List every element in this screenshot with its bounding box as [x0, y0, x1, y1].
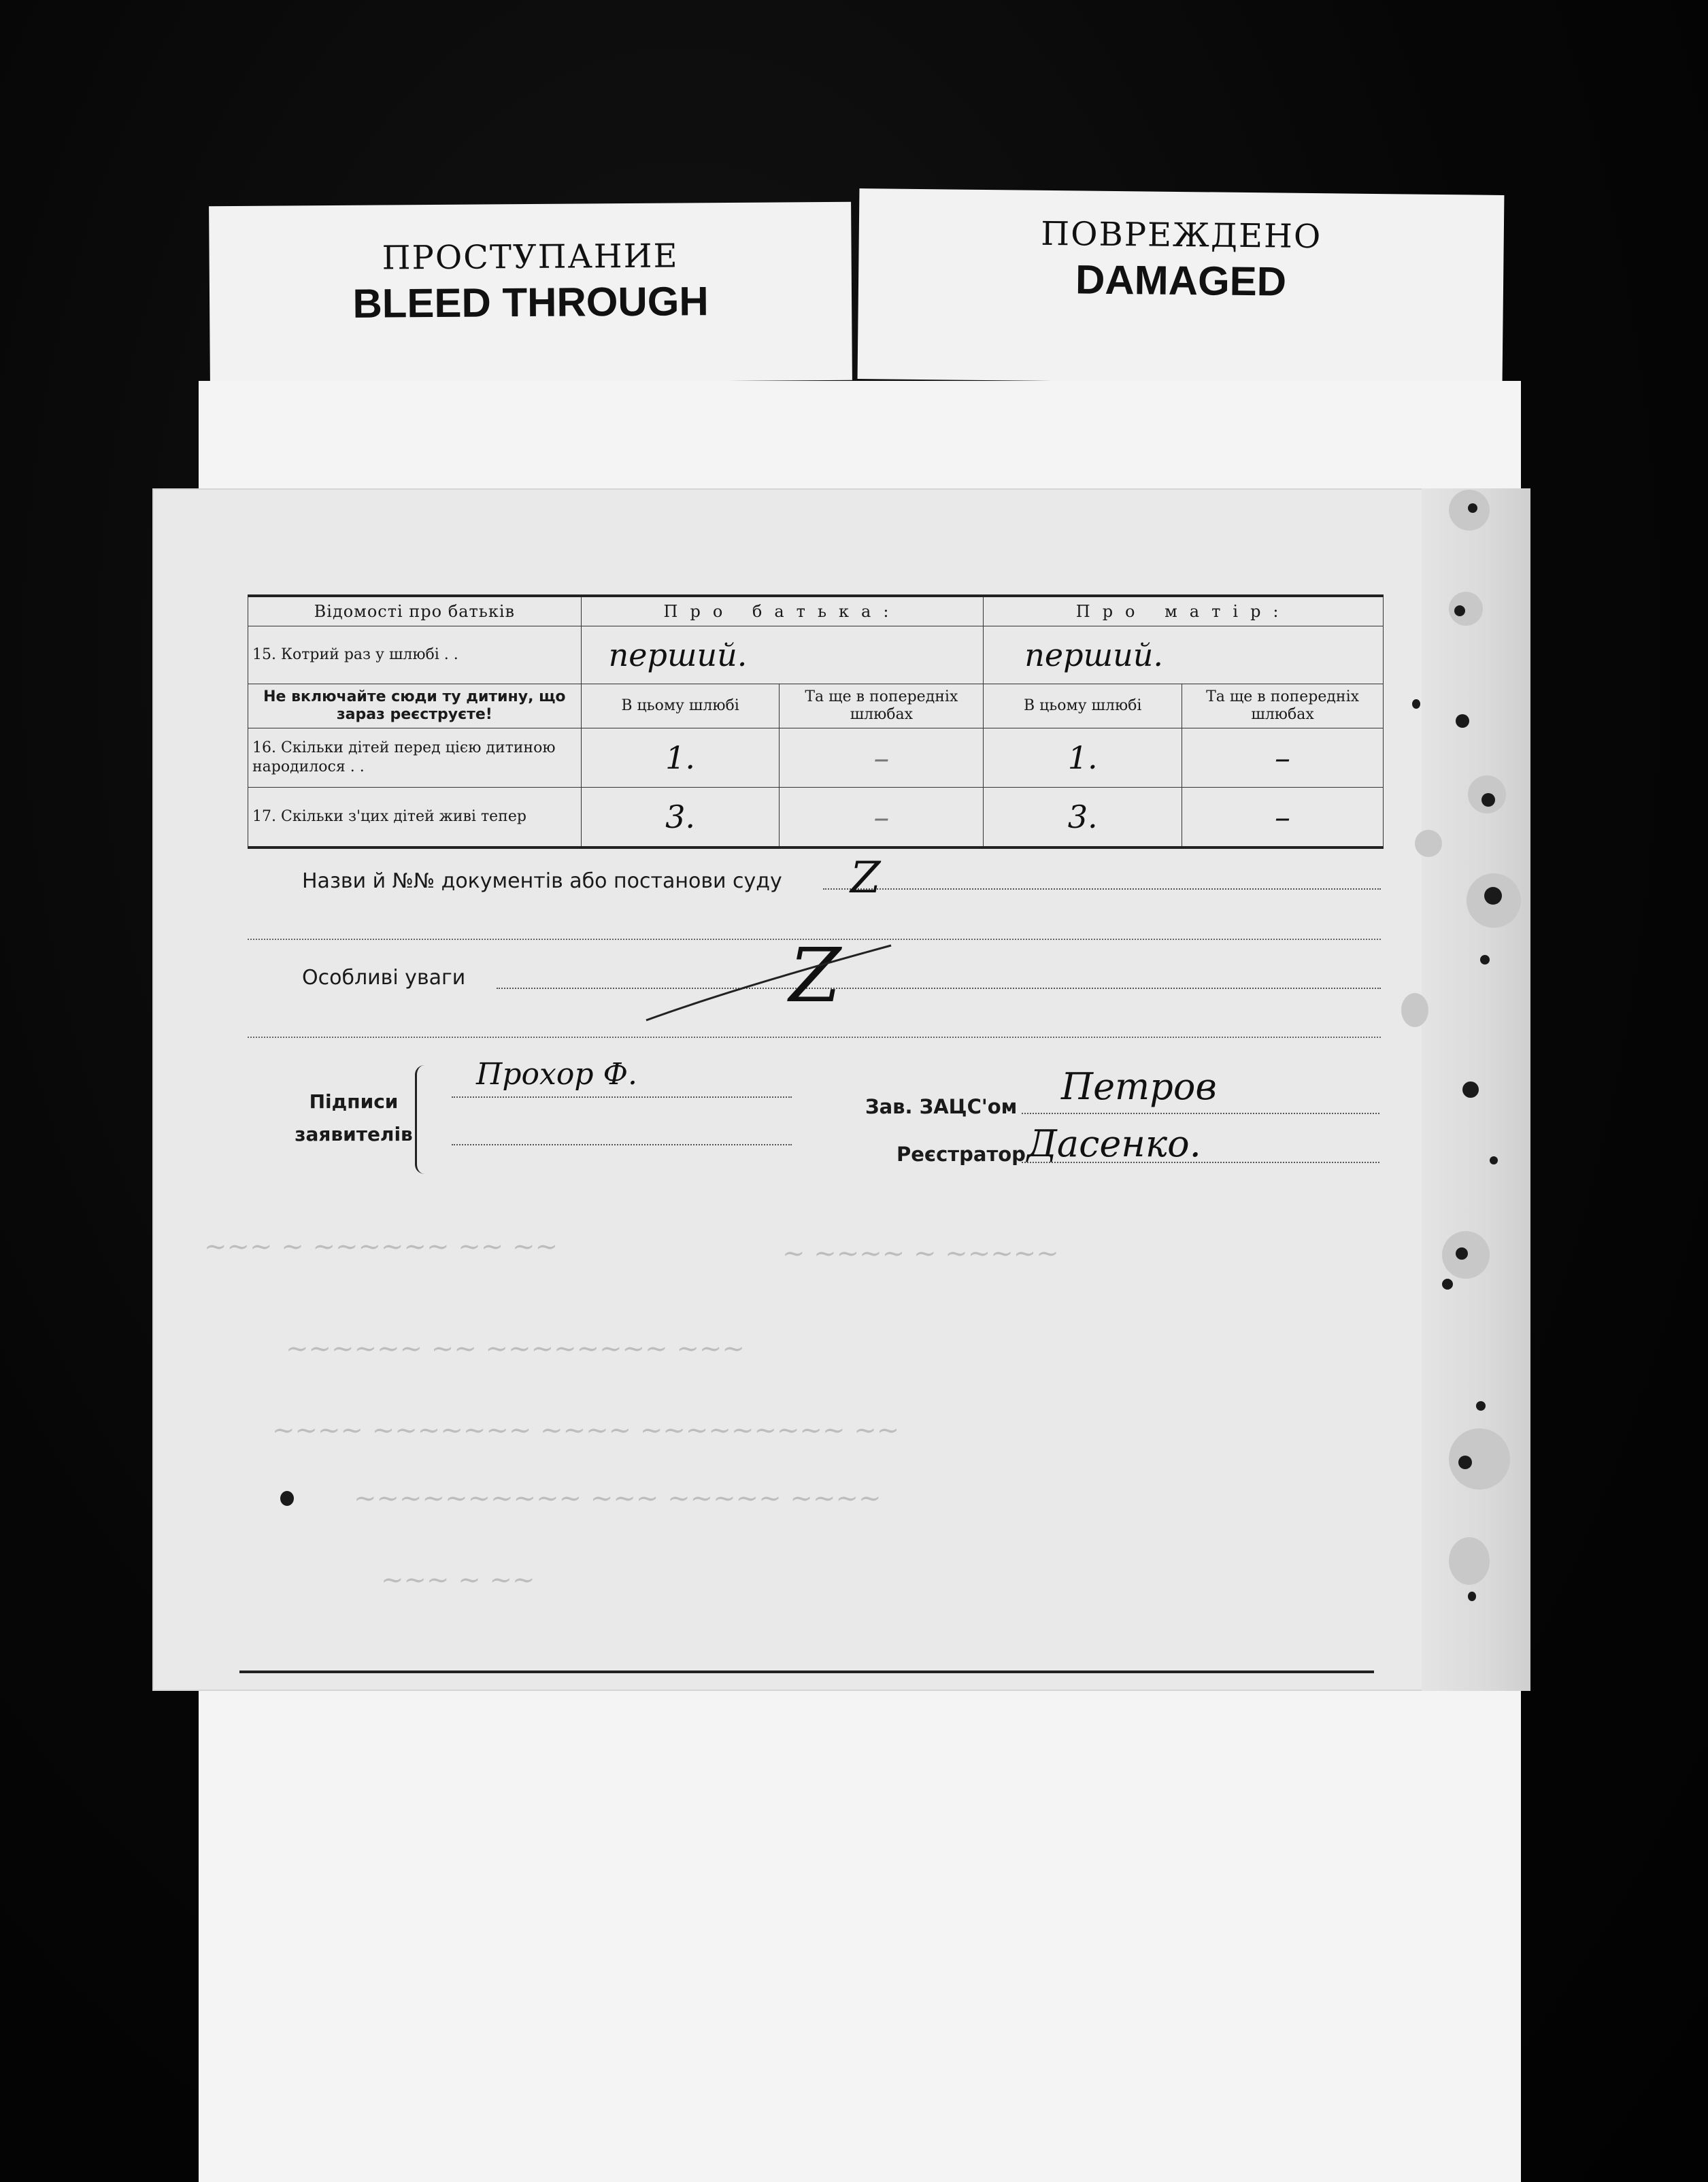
notes-line	[497, 988, 1381, 989]
notes-label: Особливі уваги	[302, 966, 466, 990]
documents-value: Z	[850, 853, 881, 903]
row-16-c3: 1.	[1067, 739, 1098, 776]
damage-hole	[1458, 1456, 1472, 1469]
previous-marriages-father: Та ще в попередніх шлюбах	[780, 684, 984, 728]
registrar-signature: Дасенко.	[1027, 1122, 1201, 1165]
head-zags-signature: Петров	[1061, 1065, 1217, 1108]
registrar-label: Реєстратор	[897, 1143, 1026, 1166]
bleed-through-ru: ПРОСТУПАНИЕ	[382, 237, 679, 278]
applicant-signature: Прохор Ф.	[476, 1057, 637, 1092]
damage-hole	[1462, 1081, 1479, 1098]
damage-hole	[1456, 714, 1469, 728]
notes-value: Z	[789, 932, 841, 1019]
damage-hole	[1468, 1592, 1476, 1601]
ghost-text: ~~~ ~ ~~~~~~ ~~ ~~	[204, 1231, 558, 1262]
damage-stain	[1449, 1428, 1510, 1490]
documents-label: Назви й №№ документів або постанови суду	[302, 869, 782, 893]
bottom-rule	[239, 1671, 1374, 1673]
row-17-c1: 3.	[665, 799, 695, 835]
ghost-text: ~~~~ ~~~~~~~ ~~~~ ~~~~~~~~~ ~~	[272, 1415, 900, 1446]
head-zags-line	[1022, 1113, 1379, 1114]
row-15-father: перший.	[608, 637, 748, 673]
row-16-c2: –	[873, 739, 890, 776]
ghost-text: ~~~~~~~~~~ ~~~ ~~~~~ ~~~~	[354, 1483, 882, 1514]
documents-line	[823, 888, 1381, 890]
row-17-c3: 3.	[1067, 799, 1098, 835]
damaged-flag	[858, 188, 1505, 386]
head-zags-label: Зав. ЗАЦС'ом	[865, 1095, 1018, 1118]
signatures-brace	[415, 1065, 431, 1174]
damage-hole	[1476, 1401, 1486, 1411]
row-17-label: 17. Скільки з'цих дітей живі тепер	[248, 788, 582, 848]
damage-hole	[1412, 699, 1420, 709]
header-mother: Про матір:	[984, 596, 1384, 626]
bleed-through-flag	[209, 202, 852, 385]
damage-hole	[1484, 887, 1502, 905]
ghost-text: ~~~ ~ ~~	[381, 1564, 535, 1596]
header-father: Про батька:	[581, 596, 984, 626]
damage-hole	[1481, 793, 1495, 807]
damage-hole	[1490, 1156, 1498, 1164]
parents-info-table	[248, 594, 1384, 849]
damaged-en: DAMAGED	[1075, 256, 1287, 305]
damage-hole	[1480, 955, 1490, 964]
this-marriage-mother: В цьому шлюбі	[984, 684, 1182, 728]
damage-stain	[1401, 993, 1428, 1027]
ghost-text: ~~~~~~ ~~ ~~~~~~~~ ~~~	[286, 1333, 745, 1364]
bleed-through-en: BLEED THROUGH	[352, 278, 709, 326]
notes-slash-mark	[639, 939, 898, 1027]
row-17-c4: –	[1275, 799, 1291, 835]
signatures-title: Підписи заявителів	[295, 1090, 413, 1145]
damage-hole	[1442, 1279, 1453, 1290]
applicant-line-2	[452, 1144, 792, 1145]
ghost-text: ~ ~~~~ ~ ~~~~~	[782, 1238, 1059, 1269]
row-17-c2: –	[873, 799, 890, 835]
punch-hole	[280, 1491, 294, 1506]
previous-marriages-mother: Та ще в попередніх шлюбах	[1182, 684, 1384, 728]
damage-hole	[1468, 503, 1477, 513]
damage-stain	[1449, 1537, 1490, 1585]
row-16-c1: 1.	[665, 739, 695, 776]
applicant-line-1	[452, 1096, 792, 1098]
notes-line-2	[248, 1037, 1381, 1038]
header-parents-info: Відомості про батьків	[248, 596, 582, 626]
row-15-label: 15. Котрий раз у шлюбі . .	[248, 626, 582, 684]
this-marriage-father: В цьому шлюбі	[581, 684, 780, 728]
exclusion-note: Не включайте сюди ту дитину, що зараз реєструєте!	[248, 684, 582, 728]
damage-stain	[1415, 830, 1442, 857]
row-15-mother: перший.	[1024, 637, 1164, 673]
row-16-c4: –	[1275, 739, 1291, 776]
damage-hole	[1456, 1247, 1468, 1260]
damage-hole	[1454, 605, 1465, 616]
row-16-label: 16. Скільки дітей перед цією дитиною народилося . .	[248, 728, 582, 788]
damaged-ru: ПОВРЕЖДЕНО	[1040, 214, 1322, 256]
